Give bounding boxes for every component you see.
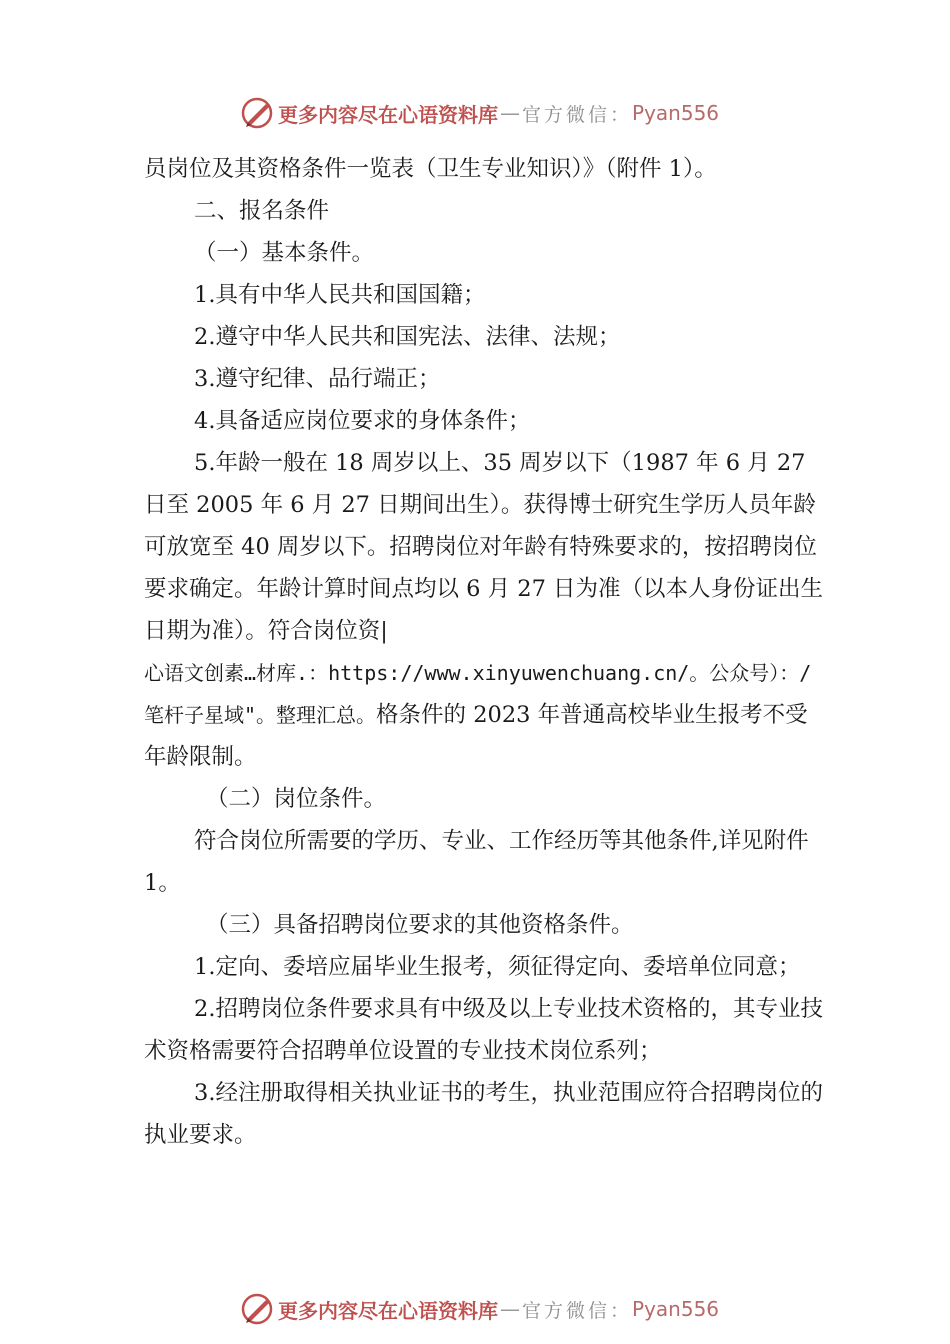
- paragraph: 符合岗位所需要的学历、专业、工作经历等其他条件,详见附件 1。: [144, 828, 809, 896]
- header-banner: [240, 96, 719, 130]
- list-item: 3.遵守纪律、品行端正；: [194, 366, 441, 392]
- banner-title: 更多内容尽在心语资料库: [278, 1298, 498, 1323]
- subsection-heading: （一）基本条件。: [194, 240, 375, 266]
- footer-banner: [240, 1292, 719, 1326]
- pen-logo-icon: [240, 1292, 274, 1326]
- watermark-text: 心语文创素…材库.：https://www.xinyuwenchuang.cn/。公众号）：/笔杆子星域"。整理汇总。: [144, 661, 812, 727]
- banner-title: 更多内容尽在心语资料库: [278, 102, 498, 127]
- document-body: [144, 148, 828, 1156]
- section-heading: 二、报名条件: [194, 198, 330, 224]
- age-requirement-tail: 格条件的 2023 年普通高校毕业生报考不受年龄限制。: [144, 702, 808, 770]
- banner-separator: —: [500, 101, 520, 125]
- subsection-heading: （三）具备招聘岗位要求的其他资格条件。: [206, 912, 634, 938]
- banner-wechat-id: Pyan556: [632, 101, 720, 125]
- list-item: 1.定向、委培应届毕业生报考，须征得定向、委培单位同意；: [194, 954, 801, 980]
- banner-wechat-id: Pyan556: [632, 1297, 720, 1321]
- list-item: 3.经注册取得相关执业证书的考生，执业范围应符合招聘岗位的执业要求。: [144, 1080, 823, 1148]
- list-item: 4.具备适应岗位要求的身体条件；: [194, 408, 531, 434]
- subsection-heading: （二）岗位条件。: [206, 786, 387, 812]
- pen-logo-icon: [240, 96, 274, 130]
- list-item: 2.招聘岗位条件要求具有中级及以上专业技术资格的，其专业技术资格需要符合招聘单位设置的专业技术岗位系列；: [144, 996, 823, 1064]
- banner-separator: —: [500, 1297, 520, 1321]
- list-item: 1.具有中华人民共和国国籍；: [194, 282, 486, 308]
- banner-wechat-label: 官方微信：: [522, 103, 633, 126]
- list-item: 2.遵守中华人民共和国宪法、法律、法规；: [194, 324, 621, 350]
- banner-wechat-label: 官方微信：: [522, 1299, 633, 1322]
- paragraph: 员岗位及其资格条件一览表（卫生专业知识）》（附件 1）。: [144, 156, 717, 182]
- list-item: [144, 442, 828, 778]
- age-requirement-text: 5.年龄一般在 18 周岁以上、35 周岁以下（1987 年 6 月 27 日至 2005 年 6 月 27 日期间出生）。获得博士研究生学历人员年龄可放宽至 40 周岁以下。招聘岗位对年龄有特殊要求的，按招聘岗位要求确定。年龄计算时间点均以 6 月 27 日为准（以本人身份证出生日期为准）。符合岗位资|: [144, 450, 824, 644]
